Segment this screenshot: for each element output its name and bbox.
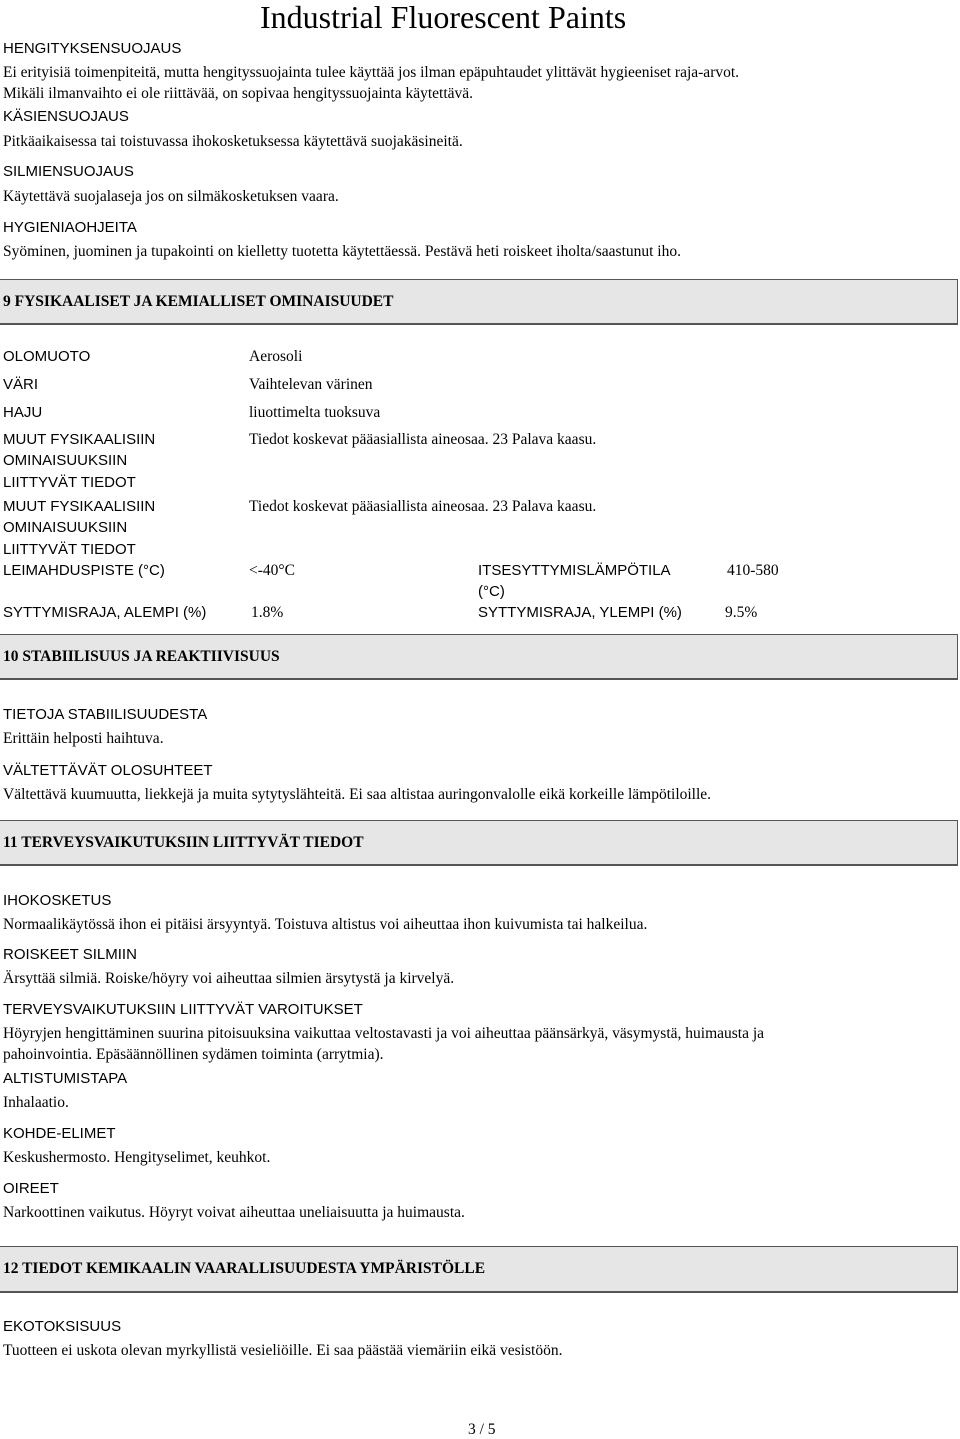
- symptoms-label: OIREET: [3, 1180, 59, 1197]
- eye-protection-text: Käytettävä suojalaseja jos on silmäkosketuksen vaara.: [3, 188, 339, 205]
- other-properties-label-1a: MUUT FYSIKAALISIIN: [3, 431, 156, 448]
- exposure-route-label: ALTISTUMISTAPA: [3, 1070, 128, 1087]
- eye-splash-label: ROISKEET SILMIIN: [3, 946, 137, 963]
- section-11-header: [0, 820, 958, 866]
- respiratory-protection-text-2: Mikäli ilmanvaihto ei ole riittävää, on sopivaa hengityssuojainta käytettävä.: [3, 85, 474, 102]
- upper-flammability-label: SYTTYMISRAJA, YLEMPI (%): [478, 604, 682, 621]
- section-12-header: [0, 1246, 958, 1293]
- section-12-title: 12 TIEDOT KEMIKAALIN VAARALLISUUDESTA YMPÄRISTÖLLE: [3, 1260, 486, 1277]
- other-properties-label-2b: OMINAISUUKSIIN: [3, 519, 128, 536]
- respiratory-protection-text-1: Ei erityisiä toimenpiteitä, mutta hengityssuojainta tulee käyttää jos ilman epäpuhtaudet ylittävät hygieeniset raja-arvot.: [3, 64, 740, 81]
- skin-contact-text: Normaalikäytössä ihon ei pitäisi ärsyyntyä. Toistuva altistus voi aiheuttaa ihon kuivumista tai halkeilua.: [3, 916, 648, 933]
- health-warnings-text-2: pahoinvointia. Epäsäännöllinen sydämen toiminta (arrytmia).: [3, 1046, 384, 1063]
- other-properties-label-1c: LIITTYVÄT TIEDOT: [3, 474, 136, 491]
- stability-text: Erittäin helposti haihtuva.: [3, 730, 164, 747]
- other-properties-value-1: Tiedot koskevat pääasiallista aineosaa. 23 Palava kaasu.: [249, 431, 597, 448]
- health-warnings-text-1: Höyryjen hengittäminen suurina pitoisuuksina vaikuttaa veltostavasti ja voi aiheuttaa päänsärkyä, väsymystä, huimausta ja: [3, 1025, 765, 1042]
- autoignition-label-1: ITSESYTTYMISLÄMPÖTILA: [478, 562, 671, 579]
- page-number: 3 / 5: [468, 1421, 496, 1438]
- autoignition-value: 410-580: [727, 562, 779, 579]
- autoignition-label-2: (°C): [478, 583, 505, 600]
- other-properties-value-2: Tiedot koskevat pääasiallista aineosaa. 23 Palava kaasu.: [249, 498, 597, 515]
- section-10-header: [0, 634, 958, 680]
- hygiene-text: Syöminen, juominen ja tupakointi on kielletty tuotetta käytettäessä. Pestävä heti roiskeet iholta/saastunut iho.: [3, 243, 681, 260]
- symptoms-text: Narkoottinen vaikutus. Höyryt voivat aiheuttaa uneliaisuutta ja huimausta.: [3, 1204, 465, 1221]
- section-9-header: [0, 279, 958, 325]
- odor-value: liuottimelta tuoksuva: [249, 404, 381, 421]
- hand-protection-text: Pitkäaikaisessa tai toistuvassa ihokosketuksessa käytettävä suojakäsineitä.: [3, 133, 463, 150]
- flash-point-label: LEIMAHDUSPISTE (°C): [3, 562, 165, 579]
- lower-flammability-value: 1.8%: [251, 604, 284, 621]
- flash-point-value: <-40°C: [249, 562, 295, 579]
- eye-protection-label: SILMIENSUOJAUS: [3, 163, 134, 180]
- eye-splash-text: Ärsyttää silmiä. Roiske/höyry voi aiheuttaa silmien ärsytystä ja kirvelyä.: [3, 970, 455, 987]
- hygiene-label: HYGIENIAOHJEITA: [3, 219, 137, 236]
- form-label: OLOMUOTO: [3, 348, 91, 365]
- target-organs-label: KOHDE-ELIMET: [3, 1125, 116, 1142]
- ecotoxicity-label: EKOTOKSISUUS: [3, 1318, 122, 1335]
- lower-flammability-label: SYTTYMISRAJA, ALEMPI (%): [3, 604, 207, 621]
- ecotoxicity-text: Tuotteen ei uskota olevan myrkyllistä vesieliöille. Ei saa päästää viemäriin eikä vesistöön.: [3, 1342, 563, 1359]
- color-value: Vaihtelevan värinen: [249, 376, 373, 393]
- conditions-to-avoid-text: Vältettävä kuumuutta, liekkejä ja muita sytytyslähteitä. Ei saa altistaa auringonvalolle eikä korkeille lämpötiloille.: [3, 786, 712, 803]
- target-organs-text: Keskushermosto. Hengityselimet, keuhkot.: [3, 1149, 271, 1166]
- other-properties-label-1b: OMINAISUUKSIIN: [3, 452, 128, 469]
- document-title: Industrial Fluorescent Paints: [260, 0, 627, 35]
- color-label: VÄRI: [3, 376, 39, 393]
- odor-label: HAJU: [3, 404, 43, 421]
- other-properties-label-2a: MUUT FYSIKAALISIIN: [3, 498, 156, 515]
- exposure-route-text: Inhalaatio.: [3, 1094, 69, 1111]
- stability-label: TIETOJA STABIILISUUDESTA: [3, 706, 208, 723]
- respiratory-protection-label: HENGITYKSENSUOJAUS: [3, 40, 182, 57]
- hand-protection-label: KÄSIENSUOJAUS: [3, 108, 129, 125]
- health-warnings-label: TERVEYSVAIKUTUKSIIN LIITTYVÄT VAROITUKSET: [3, 1001, 363, 1018]
- conditions-to-avoid-label: VÄLTETTÄVÄT OLOSUHTEET: [3, 762, 213, 779]
- other-properties-label-2c: LIITTYVÄT TIEDOT: [3, 541, 136, 558]
- form-value: Aerosoli: [249, 348, 303, 365]
- section-11-title: 11 TERVEYSVAIKUTUKSIIN LIITTYVÄT TIEDOT: [3, 834, 364, 851]
- skin-contact-label: IHOKOSKETUS: [3, 892, 112, 909]
- section-9-title: 9 FYSIKAALISET JA KEMIALLISET OMINAISUUDET: [3, 293, 394, 310]
- upper-flammability-value: 9.5%: [725, 604, 758, 621]
- section-10-title: 10 STABIILISUUS JA REAKTIIVISUUS: [3, 648, 280, 665]
